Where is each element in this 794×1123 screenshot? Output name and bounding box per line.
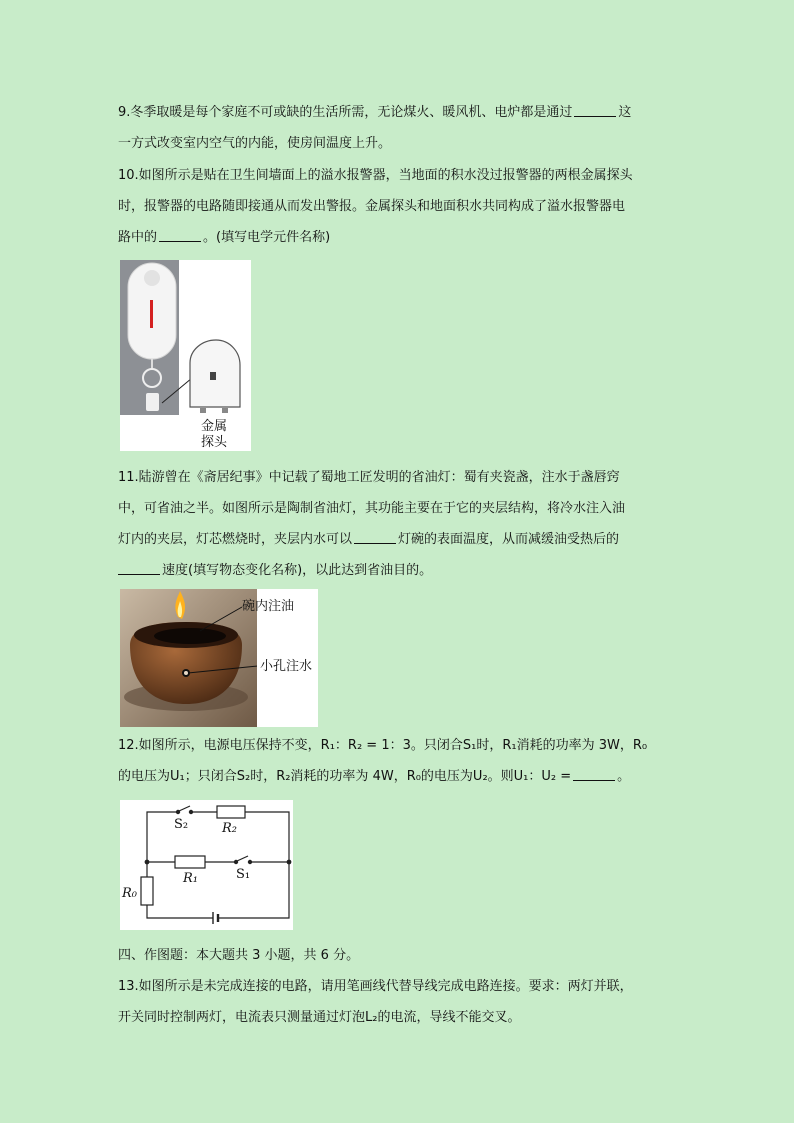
alarm-label-line2: 探头 <box>201 435 228 450</box>
q13-line1: 13.如图所示是未完成连接的电路，请用笔画线代替导线完成电路连接。要求：两灯并联， <box>118 979 633 994</box>
q10-line2: 时，报警器的电路随即接通从而发出警报。金属探头和地面积水共同构成了溢水报警器电 <box>118 199 626 214</box>
section-4-heading: 四、作图题：本大题共 3 小题，共 6 分。 <box>118 948 360 963</box>
q12-answer-blank[interactable] <box>573 767 615 781</box>
circuit-label-r1: R₁ <box>183 871 198 886</box>
q9-line1 <box>118 97 678 128</box>
q11-line4 <box>118 555 678 586</box>
q12-text-end: 。 <box>617 769 631 784</box>
q12-text: 的电压为U₁；只闭合S₂时，R₂消耗的功率为 4W，R₀的电压为U₂。则U₁：U₂ = <box>118 769 572 784</box>
q10-text-end: 。(填写电学元件名称) <box>203 230 331 245</box>
q11-line2: 中，可省油之半。如图所示是陶制省油灯，其功能主要在于它的夹层结构，将冷水注入油 <box>118 501 626 516</box>
q13-line2: 开关同时控制两灯，电流表只测量通过灯泡L₂的电流，导线不能交叉。 <box>118 1010 521 1025</box>
q11-answer-blank-1[interactable] <box>354 530 396 544</box>
q9-text: 9.冬季取暖是每个家庭不可或缺的生活所需，无论煤火、暖风机、电炉都是通过 <box>118 105 573 120</box>
q9-text-end: 这 <box>618 105 632 120</box>
lamp-label-water: 小孔注水 <box>260 659 313 674</box>
q11-answer-blank-2[interactable] <box>118 561 160 575</box>
q9-line2: 一方式改变室内空气的内能，使房间温度上升。 <box>118 136 392 151</box>
q11-line3 <box>118 524 678 555</box>
circuit-label-r0: R₀ <box>122 886 137 901</box>
overflow-alarm-figure <box>120 260 251 451</box>
q10-line3 <box>118 222 678 253</box>
circuit-label-r2: R₂ <box>222 821 237 836</box>
q11-text-end: 速度(填写物态变化名称)，以此达到省油目的。 <box>162 563 433 578</box>
oil-lamp-figure <box>120 589 318 727</box>
circuit-label-s2: S₂ <box>174 817 189 832</box>
q11-text: 灯内的夹层，灯芯燃烧时，夹层内水可以 <box>118 532 353 547</box>
q9-answer-blank[interactable] <box>574 103 616 117</box>
q11-line1: 11.陆游曾在《斋居纪事》中记载了蜀地工匠发明的省油灯：蜀有夹瓷盏，注水于盏唇窍 <box>118 470 620 485</box>
alarm-label-line1: 金属 <box>201 419 228 434</box>
q10-text: 路中的 <box>118 230 158 245</box>
circuit-figure <box>120 800 293 930</box>
q11-text-mid: 灯碗的表面温度，从而减缓油受热后的 <box>398 532 620 547</box>
circuit-label-s1: S₁ <box>236 867 251 882</box>
lamp-label-oil: 碗内注油 <box>242 599 295 614</box>
q10-answer-blank[interactable] <box>159 228 201 242</box>
q12-line1: 12.如图所示，电源电压保持不变，R₁：R₂ = 1：3。只闭合S₁时，R₁消耗的功率为 3W，R₀ <box>118 738 648 753</box>
q10-line1: 10.如图所示是贴在卫生间墙面上的溢水报警器，当地面的积水没过报警器的两根金属探头 <box>118 168 633 183</box>
q12-line2 <box>118 761 678 792</box>
